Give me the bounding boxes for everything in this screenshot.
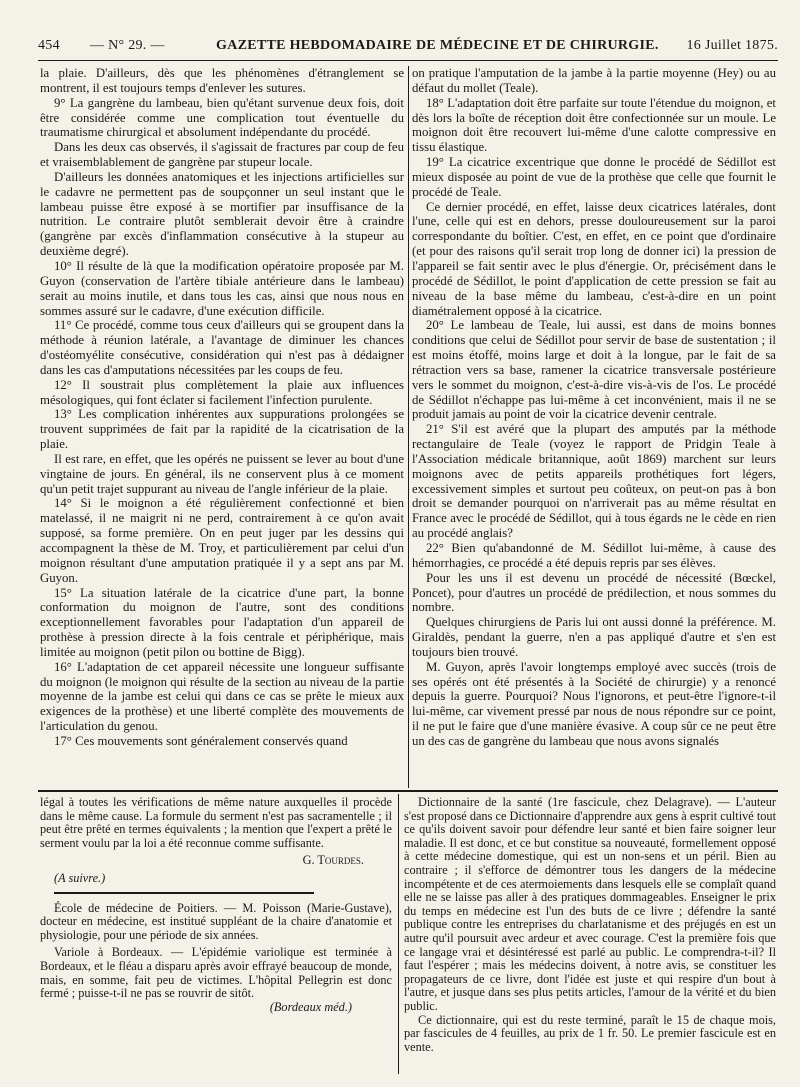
news-item-variole: Variole à Bordeaux. — L'épidémie variolique est terminée à Bordeaux, et le fléau a disparu après avoir effrayé beaucoup de monde, mais, en somme, fait peu de victimes. L'hôpital Pellegrin est donc fermé ; puisse-t-il ne pas se rouvrir de sitôt. bbox=[40, 945, 392, 1001]
page-header bbox=[38, 36, 778, 61]
paragraph: 10° Il résulte de là que la modification opératoire proposée par M. Guyon (conservation de l'artère tibiale antérieure dans le lambeau) serait au moins inutile, et dans tous les cas, ainsi que nous nous en sommes assuré sur le cadavre, d'une exécution difficile. bbox=[40, 258, 404, 318]
upper-right-column bbox=[412, 66, 776, 788]
journal-title: GAZETTE HEBDOMADAIRE DE MÉDECINE ET DE CHIRURGIE. bbox=[216, 38, 659, 53]
paragraph: on pratique l'amputation de la jambe à la partie moyenne (Hey) ou au défaut du mollet (Teale). bbox=[412, 66, 776, 95]
issue-date: 16 Juillet 1875. bbox=[686, 38, 778, 53]
lower-left-column bbox=[40, 796, 392, 1078]
paragraph: Il est rare, en effet, que les opérés ne puissent se lever au bout d'une vingtaine de jours. En général, ils ne conservent plus à ce moment qu'un petit trajet suppurant au niveau de l'angle inférieur de la plaie. bbox=[40, 451, 404, 496]
column-divider bbox=[398, 794, 399, 1074]
section-divider bbox=[38, 790, 778, 792]
paragraph: 16° L'adaptation de cet appareil nécessite une longueur suffisante du moignon (le moignon qui résulte de la section au niveau de la partie moyenne de la jambe est celui qui dans ce cas se prête le mieux aux exigences de la prothèse) et une liberté complète des mouvements de l'articulation du genou. bbox=[40, 659, 404, 734]
paragraph: 20° Le lambeau de Teale, lui aussi, est dans de moins bonnes conditions que celui de Sédillot pour servir de base de sustentation ; il est moins étoffé, moins large et doit à la longue, par le fait de sa rétraction vers sa base, ramener la cicatrice transversale postérieure vers le sommet du moignon, c'est-à-dire vis-à-vis de l'os. Le procédé de Sédillot n'échappe pas lui-même à cet inconvénient, mais il ne se produit jamais au point de voir la cicatrice devenir centrale. bbox=[412, 318, 776, 422]
upper-left-column bbox=[40, 66, 404, 788]
short-divider bbox=[54, 892, 314, 894]
author-signature: G. Tourdes. bbox=[302, 853, 364, 868]
page-number: 454 bbox=[38, 38, 60, 53]
source-citation: (Bordeaux méd.) bbox=[269, 999, 352, 1014]
review-publication-note: Ce dictionnaire, qui est du reste terminé, paraît le 15 de chaque mois, par fascicules de 4 feuilles, au prix de 1 fr. 50. Le premier fascicule est en vente. bbox=[404, 1012, 776, 1054]
column-divider bbox=[408, 66, 409, 788]
paragraph: 18° L'adaptation doit être parfaite sur toute l'étendue du moignon, et dès lors la boîte de réception doit être confectionnée sur un moule. Le moignon doit être recouvert lui-même d'une calotte compressive en tissu élastique. bbox=[412, 95, 776, 155]
continued-note: (A suivre.) bbox=[54, 870, 106, 885]
paragraph: Pour les uns il est devenu un procédé de nécessité (Bœckel, Poncet), pour d'autres un procédé de prédilection, et nous sommes du nombre. bbox=[412, 570, 776, 615]
paragraph: 9° La gangrène du lambeau, bien qu'étant survenue deux fois, doit être considérée comme une complication tout éventuelle du traumatisme chirurgical et absolument indépendante du procédé. bbox=[40, 95, 404, 140]
news-item-ecole: École de médecine de Poitiers. — M. Poisson (Marie-Gustave), docteur en médecine, est institué suppléant de la chaire d'anatomie et physiologie, pour une période de six années. bbox=[40, 900, 392, 942]
paragraph: 19° La cicatrice excentrique que donne le procédé de Sédillot est mieux disposée au point de vue de la prothèse que celle que fournit le procédé de Teale. bbox=[412, 155, 776, 199]
paragraph: D'ailleurs les données anatomiques et les injections artificielles sur le cadavre ne permettent pas de soupçonner un seul instant que le lambeau puisse être exposé à se mortifier par insuffisance de la nutrition. Le contraire plutôt semblerait devoir être à craindre (gangrène par excès d'inflammation consécutive à la stupeur au deuxième degré). bbox=[40, 169, 404, 259]
paragraph: 14° Si le moignon a été régulièrement confectionné et bien matelassé, il ne maigrit ni ne perd, contrairement à ce qu'on avait supposé, sa forme première. On en peut juger par les dessins qui accompagnent la thèse de M. Troy, et particulièrement par celui d'un moignon résultant d'une amputation pratiquée il y a sept ans par M. Guyon. bbox=[40, 496, 404, 585]
paragraph: 13° Les complication inhérentes aux suppurations prolongées se trouvent supprimées de fait par la rapidité de la cicatrisation de la plaie. bbox=[40, 407, 404, 452]
paragraph: 11° Ce procédé, comme tous ceux d'ailleurs qui se groupent dans la méthode à réunion latérale, a l'avantage de diminuer les chances d'ostéomyélite consécutive, considération qui n'est pas à dédaigner dans les cas d'amputations nécessitées par les coups de feu. bbox=[40, 318, 404, 377]
paragraph: la plaie. D'ailleurs, dès que les phénomènes d'étranglement se montrent, il est toujours temps d'enlever les sutures. bbox=[40, 66, 404, 95]
paragraph: 12° Il soustrait plus complètement la plaie aux influences mésologiques, qui font éclater si facilement l'infection purulente. bbox=[40, 377, 404, 407]
paragraph: M. Guyon, après l'avoir longtemps employé avec succès (trois de ses opérés ont été présentés à la Société de chirurgie) y a renoncé depuis la guerre. Pourquoi? Nous l'ignorons, et peut-être l'ignore-t-il lui-même, car vivement pressé par nous de nous répondre sur ce point, il ne put le faire que d'une manière évasive. A coup sûr ce ne peut être un des cas de gangrène du lambeau que nous avons signalés bbox=[412, 659, 776, 748]
paragraph: 21° S'il est avéré que la plupart des amputés par la méthode rectangulaire de Teale (voyez le rapport de Pridgin Teale à l'Association médicale britannique, août 1869) marchent sur leurs moignons avec de petits appareils prothétiques fort légers, excessivement simples et surtout peu coûteux, on peut-on pas à bon droit se demander pourquoi on n'arriverait pas au même résultat en France avec le procédé de Sédillot, qui à tous égards ne le cède en rien au procédé anglais? bbox=[412, 422, 776, 541]
review-dictionnaire: Dictionnaire de la santé (1re fascicule, chez Delagrave). — L'auteur s'est proposé dans ce Dictionnaire d'apprendre aux gens à esprit cultivé tout ce qu'ils doivent savoir pour défendre leur santé et bien faire soigner leur maladie. Il est donc, et ce but constitue sa nouveauté, formellement opposé à cette médecine domestique, qui est un non-sens et un péril. Bien au contraire ; il s'efforce de démontrer tous les dangers de la médecine incompétente et de ces atermoiements dans lesquels elle se complaît quand elle ne se laisse pas aller à des pratiques dommageables. Enseigner le prix du temps en médecine est l'un des buts de ce livre ; défendre la santé publique contre les entreprises du charlatanisme et des préjugés en est un autre qu'il poursuit avec ardeur et avec courage. C'est la première fois que ce langage vrai et désintéressé est parlé au public. Le comprendra-t-il? Il faut l'espérer ; mais les médecins doivent, à notre avis, se constituer les propagateurs de ce livre, dont l'idée est juste et qui respire d'un bout à l'autre, et jusque dans ses plus petits articles, l'amour de la vérité et du bien public. bbox=[404, 796, 776, 1013]
issue-number: — N° 29. — bbox=[90, 38, 165, 53]
paragraph: Ce dernier procédé, en effet, laisse deux cicatrices latérales, dont l'une, celle qui est en dehors, presse douloureusement sur la paroi correspondante du boîtier. C'est, en effet, en ce point que d'ordinaire (et pour des raisons qu'il serait trop long de donner ici) la pression de l'appareil se fait sentir avec le plus d'énergie. Or, précisément dans le procédé de Sédillot, le point d'application de cette pression se fait au niveau de la base même du lambeau, c'est-à-dire en un point diamétralement opposé à la cicatrice. bbox=[412, 199, 776, 318]
paragraph: légal à toutes les vérifications de même nature auxquelles il procède dans le même cause. La formule du serment n'est pas sacramentelle ; il peut être prêté en termes équivalents ; la mention que l'expert a prêté le serment voulu par la loi a été reconnue comme suffisante. bbox=[40, 796, 392, 850]
paragraph: Quelques chirurgiens de Paris lui ont aussi donné la préférence. M. Giraldès, pendant la guerre, n'en a pas appliqué d'autre et s'en est toujours bien trouvé. bbox=[412, 615, 776, 659]
paragraph: Dans les deux cas observés, il s'agissait de fractures par coup de feu et vraisemblablement de gangrène par stupeur locale. bbox=[40, 140, 404, 170]
paragraph: 15° La situation latérale de la cicatrice d'une part, la bonne conformation du moignon de l'autre, sont des conditions exceptionnellement favorables pour l'adaptation d'un appareil de prothèse à pression directe à la fois centrale et périphérique, mais limitée au moignon (petit pilon ou bottine de Bigg). bbox=[40, 585, 404, 659]
lower-right-column bbox=[404, 796, 776, 1078]
paragraph: 22° Bien qu'abandonné de M. Sédillot lui-même, à cause des hémorrhagies, ce procédé a été depuis repris par ses élèves. bbox=[412, 541, 776, 570]
paragraph: 17° Ces mouvements sont généralement conservés quand bbox=[54, 733, 348, 748]
